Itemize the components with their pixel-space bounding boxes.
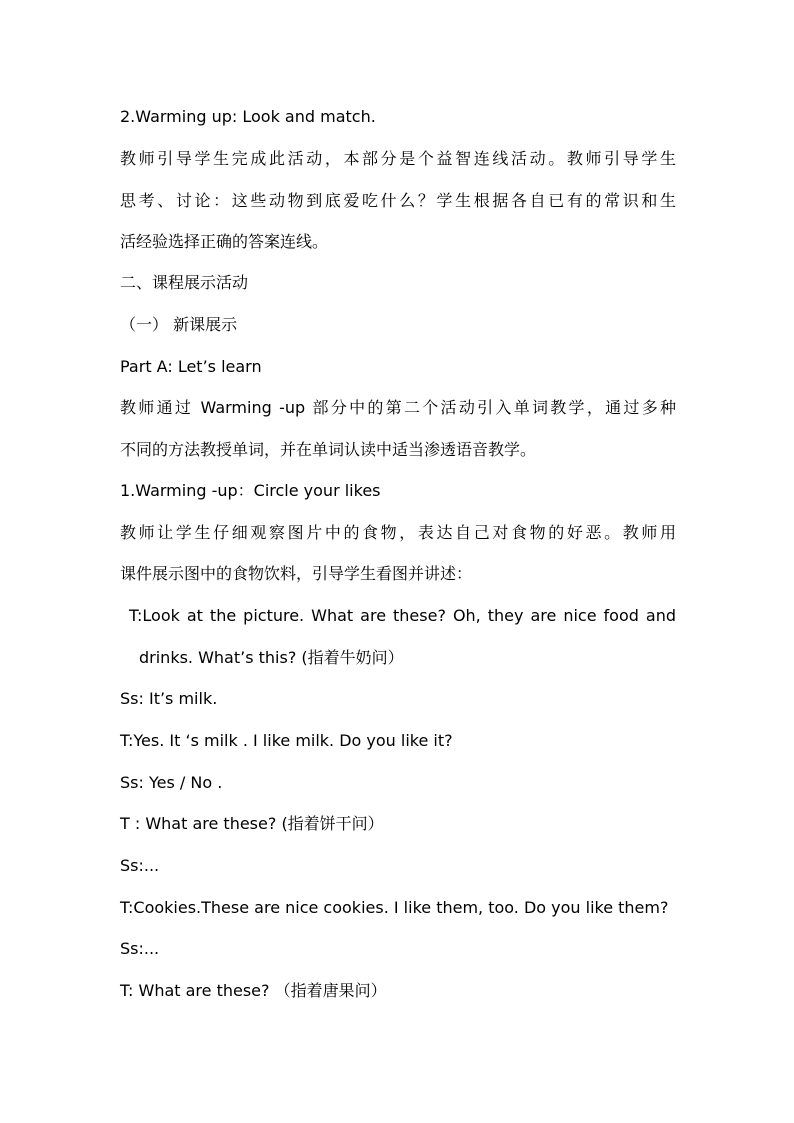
- activity-heading: 1.Warming -up：Circle your likes: [120, 481, 381, 500]
- subsection-heading-new-lesson: （一） 新课展示: [120, 315, 238, 334]
- dialogue-line: T:Look at the picture. What are these? Oh, they are nice food and: [129, 606, 676, 625]
- dialogue-line: Ss: Yes / No .: [120, 773, 223, 792]
- dialogue-line: T:Cookies.These are nice cookies. I like them, too. Do you like them?: [120, 898, 669, 917]
- dialogue-line: T: What are these? （指着唐果问）: [120, 981, 387, 1000]
- dialogue-line-continued: drinks. What’s this? (指着牛奶问）: [139, 648, 404, 667]
- paragraph-line: 教师引导学生完成此活动，本部分是个益智连线活动。教师引导学生: [120, 149, 676, 168]
- paragraph-line: 课件展示图中的食物饮料，引导学生看图并讲述：: [120, 564, 473, 583]
- dialogue-line: Ss:...: [120, 939, 160, 958]
- paragraph-line: 不同的方法教授单词，并在单词认读中适当渗透语音教学。: [120, 440, 537, 459]
- dialogue-line: T:Yes. It ‘s milk . I like milk. Do you like it?: [120, 731, 453, 750]
- paragraph-line: 教师让学生仔细观察图片中的食物，表达自己对食物的好恶。教师用: [120, 523, 676, 542]
- part-heading: Part A: Let’s learn: [120, 357, 262, 376]
- dialogue-line: Ss: It’s milk.: [120, 689, 218, 708]
- dialogue-line: T : What are these? (指着饼干问）: [120, 814, 384, 833]
- section-heading-course-activity: 二、课程展示活动: [120, 273, 249, 292]
- paragraph-line: 思考、讨论：这些动物到底爱吃什么？学生根据各自已有的常识和生: [120, 191, 676, 210]
- section-heading-warming-up: 2.Warming up: Look and match.: [120, 107, 376, 126]
- dialogue-line: Ss:...: [120, 856, 160, 875]
- paragraph-line: 教师通过 Warming -up 部分中的第二个活动引入单词教学，通过多种: [120, 398, 676, 417]
- paragraph-line: 活经验选择正确的答案连线。: [120, 232, 329, 251]
